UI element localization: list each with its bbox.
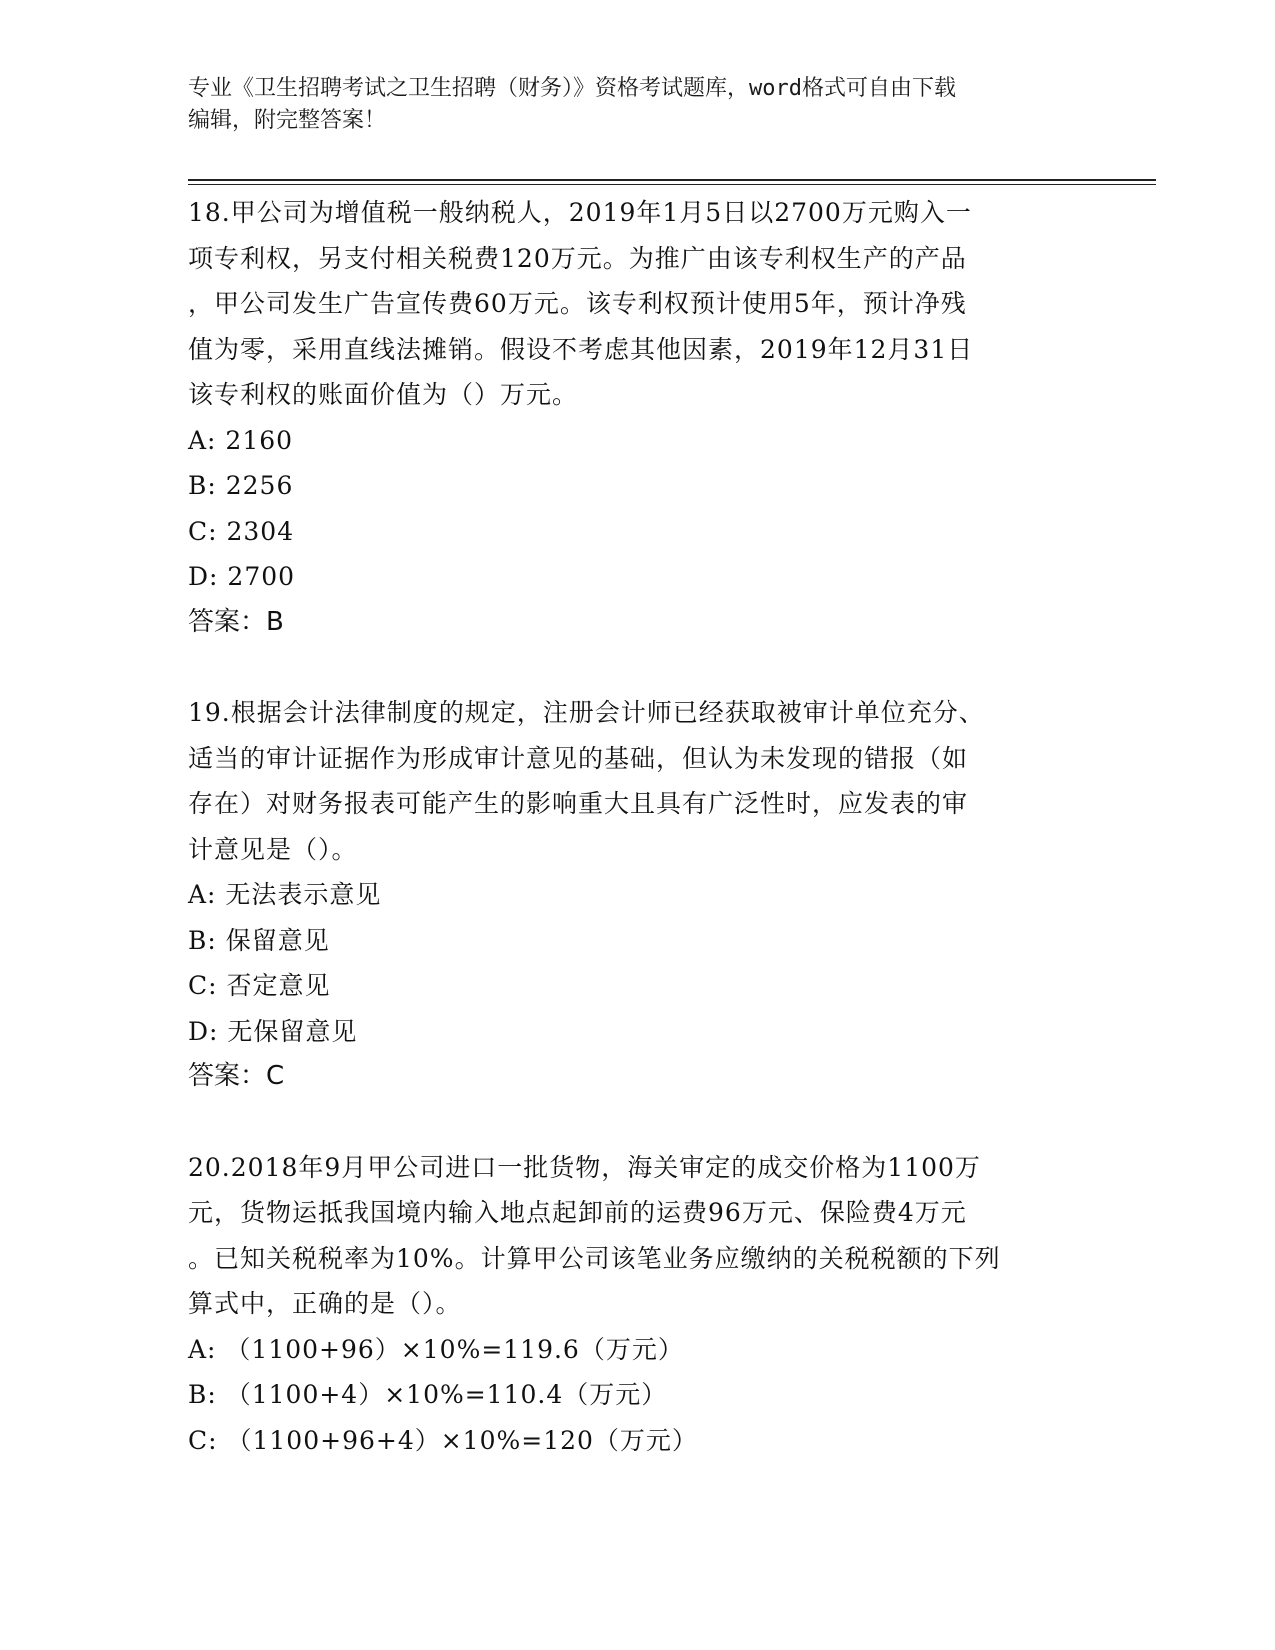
question-text	[188, 690, 1088, 872]
option-list	[188, 872, 1088, 1054]
question-line: 算式中，正确的是（）。	[188, 1289, 462, 1318]
question-line: 适当的审计证据作为形成审计意见的基础，但认为未发现的错报（如	[188, 743, 969, 773]
option-b: B: 2256	[188, 471, 294, 500]
question-line: 20.2018年9月甲公司进口一批货物，海关审定的成交价格为1100万	[188, 1152, 981, 1182]
question-line: 存在）对财务报表可能产生的影响重大且具有广泛性时，应发表的审	[188, 789, 969, 818]
question-line: 。已知关税税率为10%。计算甲公司该笔业务应缴纳的关税税额的下列	[188, 1243, 1001, 1273]
option-list	[188, 1327, 1088, 1464]
question-line: 项专利权，另支付相关税费120万元。为推广由该专利权生产的产品	[188, 243, 967, 273]
header-divider-thin	[188, 184, 1156, 185]
document-header	[188, 73, 1088, 137]
option-c: C: （1100+96+4）×10%=120（万元）	[188, 1425, 698, 1455]
question-line: 18.甲公司为增值税一般纳税人，2019年1月5日以2700万元购入一	[188, 198, 972, 227]
option-b: B: 保留意见	[188, 925, 330, 955]
header-line-1: 专业《卫生招聘考试之卫生招聘（财务）》资格考试题库，word格式可自由下载	[188, 76, 956, 101]
option-c: C: 2304	[188, 516, 295, 546]
question-18	[188, 190, 1088, 645]
question-line: 元，货物运抵我国境内输入地点起卸前的运费96万元、保险费4万元	[188, 1198, 967, 1227]
option-d: D: 无保留意见	[188, 1016, 358, 1046]
option-a: A: 无法表示意见	[188, 880, 382, 909]
question-text	[188, 190, 1088, 418]
question-line: 该专利权的账面价值为（）万元。	[188, 380, 579, 409]
option-a: A: （1100+96）×10%=119.6（万元）	[188, 1334, 684, 1364]
question-line: 值为零，采用直线法摊销。假设不考虑其他因素，2019年12月31日	[188, 334, 974, 364]
question-line: ，甲公司发生广告宣传费60万元。该专利权预计使用5年，预计净残	[188, 289, 967, 318]
option-list	[188, 418, 1088, 600]
question-line: 19.根据会计法律制度的规定，注册会计师已经获取被审计单位充分、	[188, 698, 985, 727]
answer-label: 答案：C	[188, 1061, 285, 1091]
header-line-2: 编辑，附完整答案！	[188, 108, 387, 133]
option-b: B: （1100+4）×10%=110.4（万元）	[188, 1380, 668, 1409]
answer-label: 答案：B	[188, 606, 284, 637]
option-a: A: 2160	[188, 425, 294, 455]
question-19	[188, 690, 1088, 1100]
question-line: 计意见是（）。	[188, 834, 358, 864]
question-text	[188, 1145, 1088, 1327]
option-c: C: 否定意见	[188, 971, 331, 1000]
option-d: D: 2700	[188, 562, 296, 591]
question-20	[188, 1145, 1088, 1464]
header-divider-thick	[188, 179, 1156, 181]
question-list	[188, 190, 1088, 1508]
